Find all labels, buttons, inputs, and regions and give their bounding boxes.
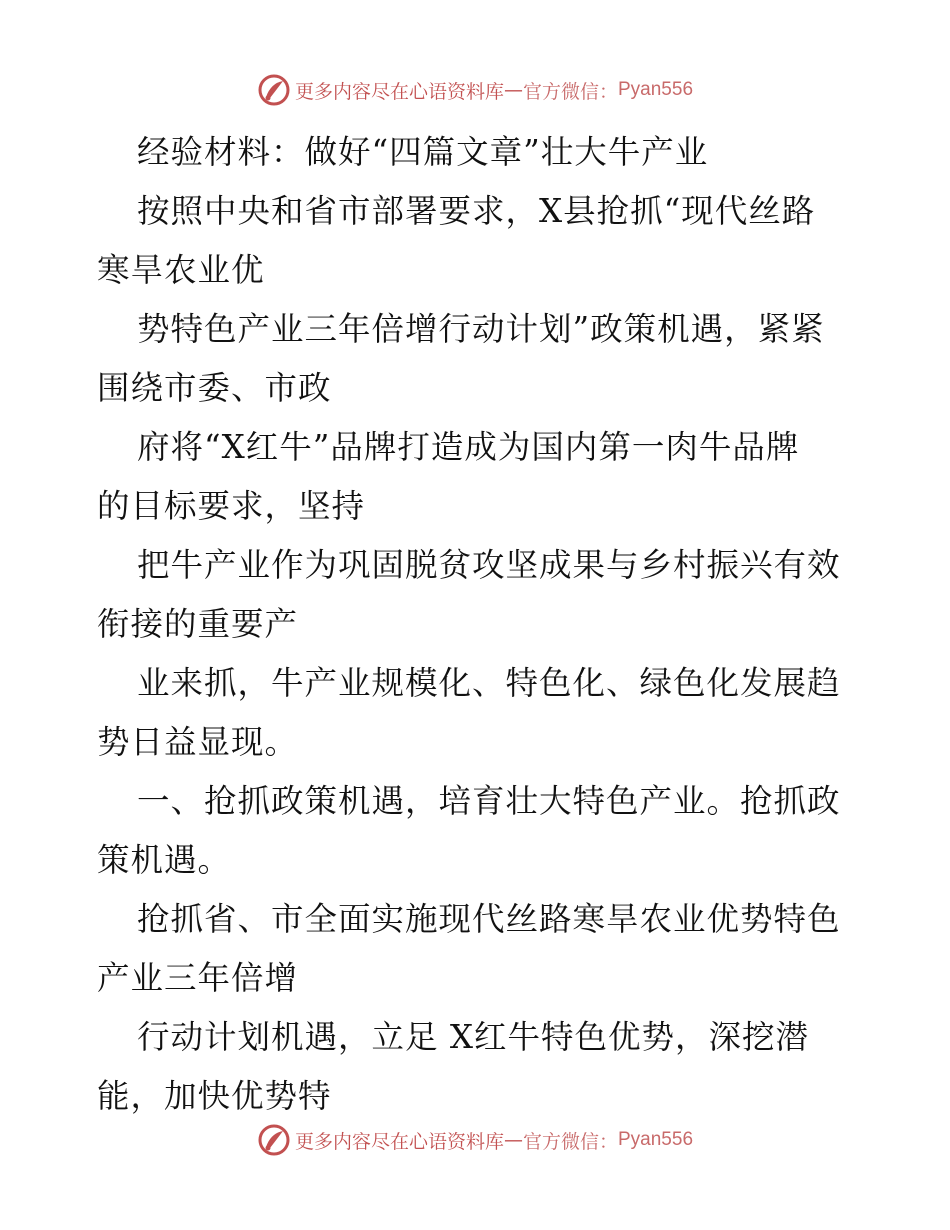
banner-text: 更多内容尽在心语资料库	[294, 1130, 504, 1153]
banner-text: 更多内容尽在心语资料库	[294, 80, 504, 103]
text-line: 府将“X红牛”品牌打造成为国内第一肉牛品牌	[137, 428, 800, 466]
text-line: 势特色产业三年倍增行动计划”政策机遇，紧紧	[137, 310, 825, 348]
brush-logo-icon	[257, 1123, 291, 1157]
banner-contact-label: 官方微信：	[522, 80, 618, 103]
footer-watermark-banner	[0, 1120, 950, 1160]
header-watermark-banner	[0, 70, 950, 110]
text-line: 策机遇。	[97, 841, 232, 879]
document-body	[97, 123, 867, 1126]
text-line: 行动计划机遇，立足 X红牛特色优势，深挖潜	[137, 1018, 809, 1056]
text-line: 产业三年倍增	[97, 959, 299, 997]
banner-separator: —	[503, 79, 523, 101]
text-line: 能，加快优势特	[97, 1077, 332, 1115]
text-line: 围绕市委、市政	[97, 369, 332, 407]
text-line: 按照中央和省市部署要求，X县抢抓“现代丝路	[137, 192, 816, 230]
text-line: 业来抓，牛产业规模化、特色化、绿色化发展趋	[137, 664, 841, 702]
brush-logo-icon	[257, 73, 291, 107]
banner-separator: —	[503, 1129, 523, 1151]
text-line: 把牛产业作为巩固脱贫攻坚成果与乡村振兴有效	[137, 546, 841, 584]
text-line: 势日益显现。	[97, 723, 299, 761]
banner-contact-value: Pyan556	[618, 79, 694, 100]
banner-contact-label: 官方微信：	[522, 1130, 618, 1153]
text-line: 寒旱农业优	[97, 251, 265, 289]
banner-contact-value: Pyan556	[618, 1129, 694, 1150]
text-line: 衔接的重要产	[97, 605, 299, 643]
document-title: 经验材料：做好“四篇文章”壮大牛产业	[137, 133, 709, 171]
section-heading-line: 一、抢抓政策机遇，培育壮大特色产业。抢抓政	[137, 782, 841, 820]
text-line: 抢抓省、市全面实施现代丝路寒旱农业优势特色	[137, 900, 841, 938]
text-line: 的目标要求，坚持	[97, 487, 366, 525]
